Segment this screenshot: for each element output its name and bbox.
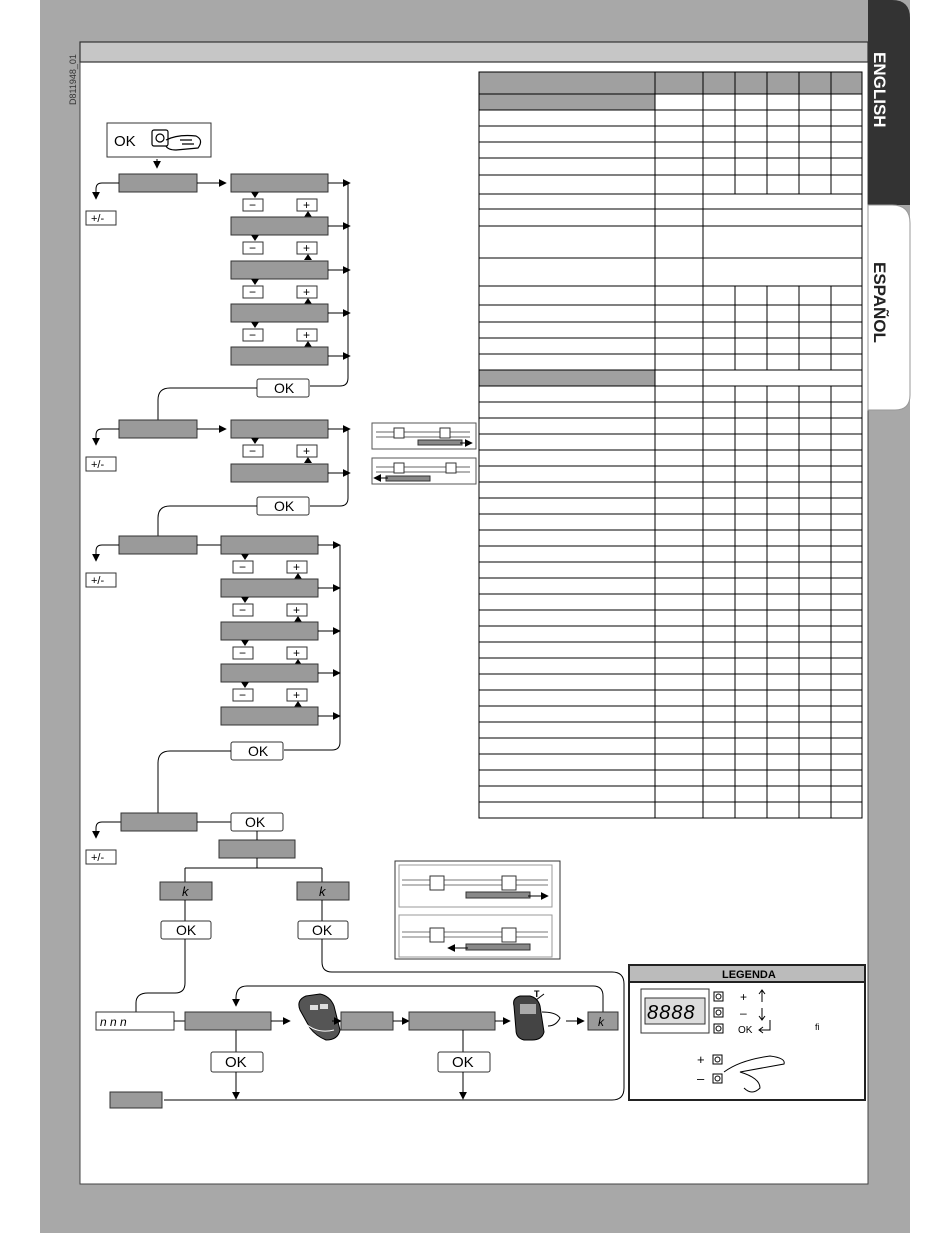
slider-diagram-close	[372, 458, 476, 484]
param-box-2-1	[231, 420, 328, 438]
step-box-3	[409, 1012, 495, 1030]
param-box-1-4	[231, 304, 328, 322]
ok-button-2-label: OK	[274, 498, 295, 514]
minus-button-3-3-label: −	[239, 646, 247, 660]
plus-minus-button-2-label: +/-	[91, 459, 105, 471]
param-box-1-2	[231, 217, 328, 235]
tab-english-label: ENGLISH	[870, 52, 889, 128]
plus-button-1-2-label: +	[303, 241, 311, 255]
plus-button-3-1-label: +	[293, 560, 301, 574]
doc-code: D811948_01	[68, 54, 78, 105]
menu-box-3	[119, 536, 197, 554]
menu-box-4	[121, 813, 197, 831]
ok-button-step3-label: OK	[452, 1054, 474, 1071]
menu-box-1	[119, 174, 197, 192]
ok-button-left-label: OK	[176, 922, 197, 938]
display-code: n n n	[100, 1015, 127, 1029]
minus-button-1-2-label: −	[249, 241, 257, 255]
minus-button-3-2-label: −	[239, 603, 247, 617]
param-box-3-3	[221, 622, 318, 640]
param-box-1-3	[231, 261, 328, 279]
plus-button-3-2-label: +	[293, 603, 301, 617]
plus-minus-button-3-label: +/-	[91, 575, 105, 587]
menu-box-2	[119, 420, 197, 438]
step-box-1	[185, 1012, 271, 1030]
ok-button-3-label: OK	[248, 743, 269, 759]
plus-button-1-1-label: +	[303, 198, 311, 212]
legend-plus-label: +	[740, 990, 748, 1004]
submenu-box	[219, 840, 295, 858]
header-bar	[80, 42, 868, 62]
minus-button-3-1-label: −	[239, 560, 247, 574]
param-box-3-1	[221, 536, 318, 554]
plus-button-3-3-label: +	[293, 646, 301, 660]
minus-button-1-4-label: −	[249, 328, 257, 342]
legend-minus-label: –	[740, 1006, 747, 1020]
digit-left: k	[182, 884, 189, 899]
step-box-2	[341, 1012, 393, 1030]
minus-button-3-4-label: −	[239, 688, 247, 702]
plus-minus-button-4-label: +/-	[91, 852, 105, 864]
start-ok-label: OK	[114, 133, 136, 150]
param-box-3-5	[221, 707, 318, 725]
plus-button-2-1-label: +	[303, 444, 311, 458]
ok-button-1-label: OK	[274, 380, 295, 396]
digit-end: k	[598, 1015, 604, 1029]
ok-button-4-label: OK	[245, 814, 266, 830]
legend-ok-label: OK	[738, 1025, 753, 1036]
param-box-3-2	[221, 579, 318, 597]
plus-button-1-3-label: +	[303, 285, 311, 299]
legend-display-digits: 8888	[647, 1002, 696, 1024]
plus-button-1-4-label: +	[303, 328, 311, 342]
plus-button-3-4-label: +	[293, 688, 301, 702]
legend-press-minus: –	[697, 1071, 705, 1086]
param-box-3-4	[221, 664, 318, 682]
ok-button-right-label: OK	[312, 922, 333, 938]
minus-button-2-1-label: −	[249, 444, 257, 458]
digit-right: k	[319, 884, 326, 899]
minus-button-1-3-label: −	[249, 285, 257, 299]
minus-button-1-1-label: −	[249, 198, 257, 212]
legend-title: LEGENDA	[722, 969, 776, 981]
ok-button-step1-label: OK	[225, 1054, 247, 1071]
legend-press-plus: +	[697, 1052, 705, 1067]
legend-note: fi	[815, 1022, 820, 1032]
param-box-1-1	[231, 174, 328, 192]
remote-key-label: T	[534, 989, 540, 999]
slider-diagram-open	[372, 423, 476, 449]
param-box-2-2	[231, 464, 328, 482]
final-box	[110, 1092, 162, 1108]
param-box-1-5	[231, 347, 328, 365]
plus-minus-button-1-label: +/-	[91, 213, 105, 225]
slider-diagram-large	[395, 861, 560, 959]
tab-espanol-label: ESPAÑOL	[870, 262, 889, 343]
